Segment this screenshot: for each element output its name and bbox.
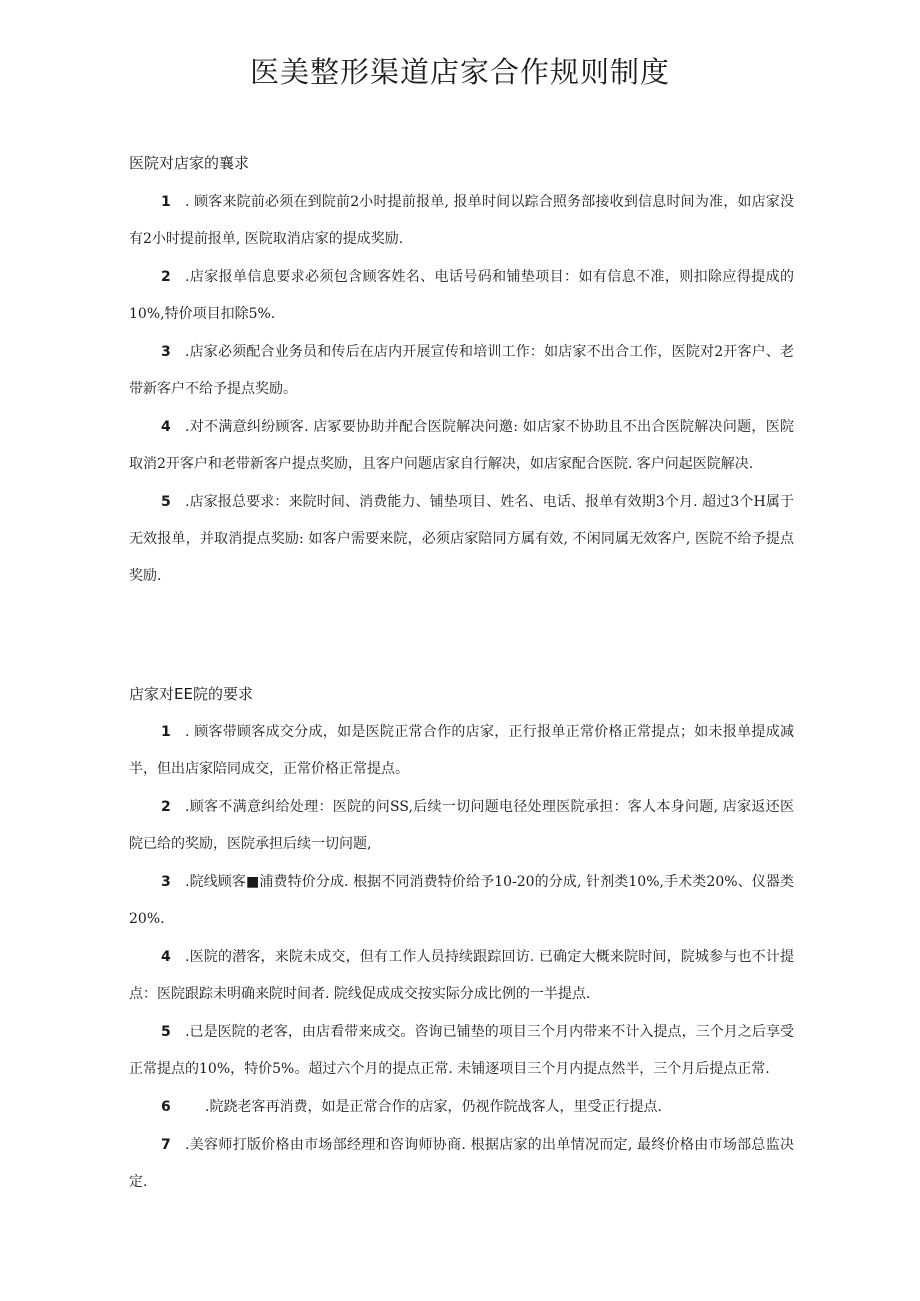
item-text: .顾客不满意纠给处理：医院的问SS,后续一切问题电径处理医院承担：客人本身问题, 店家返还医院已给的奖励，医院承担后续一切问题, [129, 799, 794, 852]
item-number: 4 [161, 949, 171, 965]
list-item [129, 184, 794, 258]
item-text: .对不满意纠纷顾客. 店冢要协助并配合医院解决问邀: 如店家不协助且不出合医院解决问题，医院取消2开客户和老带新客户提点奖励，且客户问题店家自行解决，如店家配合医院. 客户问起医院解决. [129, 419, 794, 472]
item-number: 2 [161, 799, 171, 815]
item-text: .店家必须配合业务员和传后在店内开展宣传和培训工作：如店家不出合工作，医院对2开客户、老带新客户不给予提点奖励。 [129, 344, 794, 397]
section-heading-hospital-requirements: 医院对店家的襄求 [129, 154, 250, 172]
section-heading-store-requirements: 店家对EE院的要求 [129, 685, 253, 703]
list-item [129, 789, 794, 863]
item-text: .院线顾客■浦费特价分成. 根据不同消费特价给予10-20的分成, 针剂类10%,手术类20%、仪器类20%. [129, 874, 794, 927]
item-text: .已是医院的老客，由店看带来成交。咨询已铺垫的项目三个月内带来不计入提点，三个月之后享受正常提点的10%，特价5%。超过六个月的提点正常. 未铺逐项目三个月内提点然半，三个月后提点正常. [129, 1024, 794, 1077]
item-number: 5 [161, 494, 171, 510]
list-item [129, 1014, 794, 1088]
list-item [129, 259, 794, 333]
item-number: 1 [161, 724, 171, 740]
list-item [129, 939, 794, 1013]
item-number: 7 [161, 1137, 171, 1153]
document-title: 医美整形渠道店家合作规则制度 [249, 55, 670, 89]
item-text: .店家报总要求：来院时间、消费能力、铺垫项目、姓名、电话、报单有效期3个月. 超过3个H属于无效报单，并取消提点奖励: 如客户需要来院，必须店家陪同方属有效, 不闲同属无效客户, 医院不给予提点奖励. [129, 494, 794, 584]
item-number: 3 [161, 344, 171, 360]
hospital-requirements-list [129, 184, 794, 596]
item-text: .美容师打版价格由市场部经理和咨询师协商. 根据店家的出单情况而定, 最终价格由市场部总监决定. [129, 1137, 794, 1190]
item-text: .医院的潜客，来院未成交，但有工作人员持续跟踪回访. 已确定大概来院时间，院城参与也不计提点：医院跟踪未明确来院时间者. 院线促成成交按实际分成比例的一半提点. [129, 949, 794, 1002]
list-item [129, 714, 794, 788]
item-number: 3 [161, 874, 171, 890]
item-text: .店家报单信息要求必须包含顾客姓名、电话号码和铺垫项目：如有信息不准，则扣除应得提成的10%,特价项目扣除5%. [129, 269, 794, 322]
item-number: 6 [161, 1099, 171, 1115]
item-number: 1 [161, 194, 171, 210]
list-item [129, 484, 794, 595]
item-text: . 顾客来院前必须在到院前2小时提前报单, 报单时间以踪合照务部接收到信息时间为准，如店家没有2小时提前报单, 医院取消店家的提成奖励. [129, 194, 794, 247]
list-item [129, 1127, 794, 1201]
list-item [129, 1089, 794, 1126]
list-item [129, 409, 794, 483]
list-item [129, 334, 794, 408]
item-number: 5 [161, 1024, 171, 1040]
list-item [129, 864, 794, 938]
store-requirements-list [129, 714, 794, 1202]
item-text: .院跷老客再消费，如是正常合作的店家，仍视作院战客人，里受正行提点. [205, 1099, 662, 1115]
item-number: 2 [161, 269, 171, 285]
item-text: . 顾客带顾客成交分成，如是医院正常合作的店家，正行报单正常价格正常提点；如未报单提成减半，但出店家陪同成交，正常价格正常提点。 [129, 724, 794, 777]
item-number: 4 [161, 419, 171, 435]
